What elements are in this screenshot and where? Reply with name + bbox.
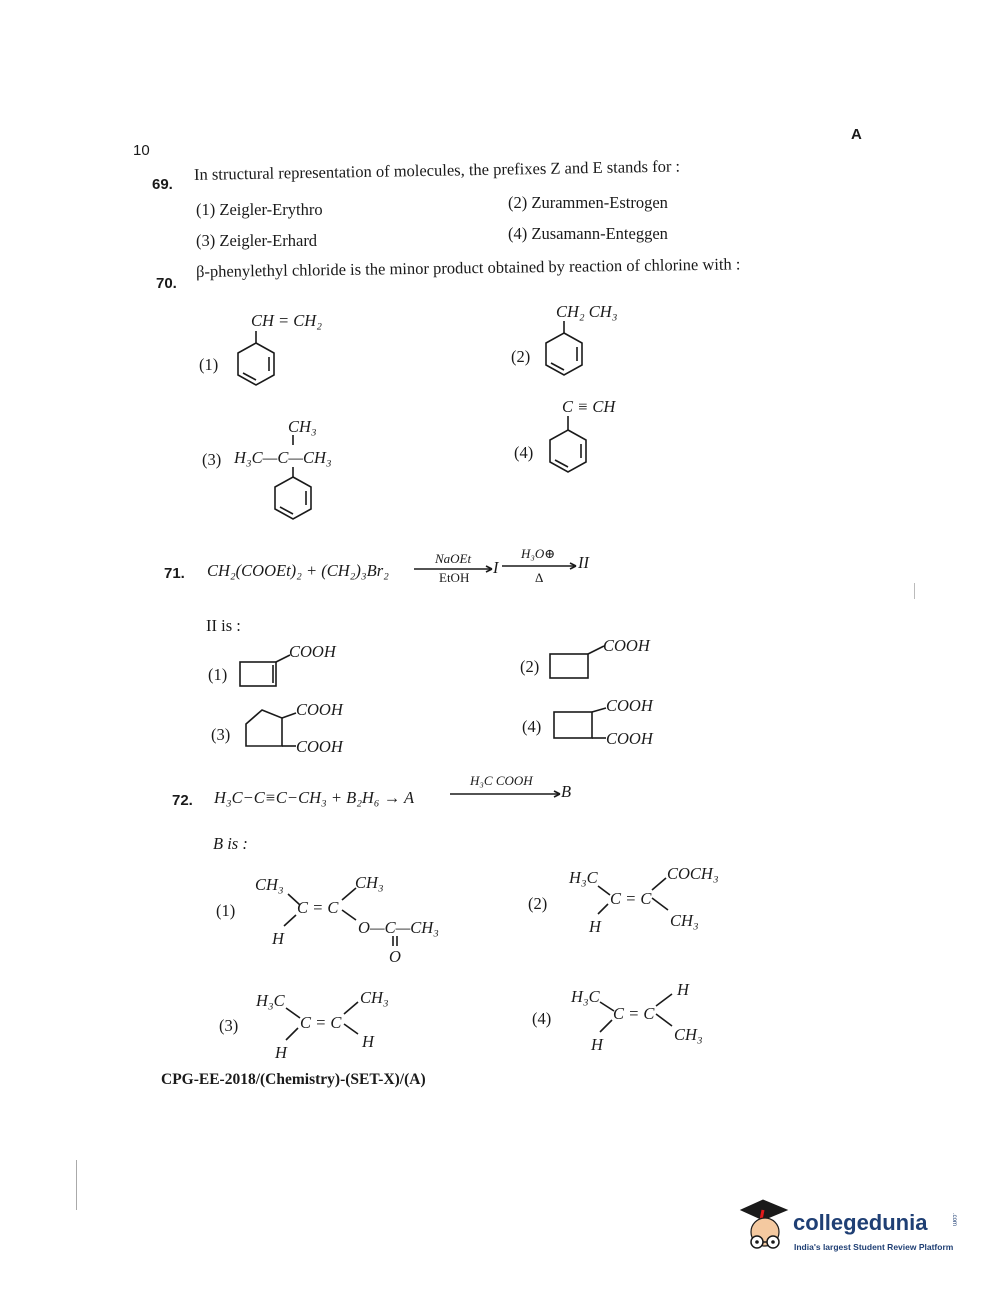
q72-opt3-bottom-left: H bbox=[275, 1043, 287, 1062]
q72-opt3-center: C = C bbox=[300, 1013, 342, 1032]
mascot-icon bbox=[737, 1196, 793, 1254]
cyclobutane-opt4 bbox=[554, 704, 610, 742]
q70-label-3: (3) bbox=[202, 450, 222, 469]
logo-tagline: India's largest Student Review Platform bbox=[794, 1242, 954, 1252]
q71-label-4: (4) bbox=[522, 717, 542, 736]
q72-subquestion: B is : bbox=[213, 834, 248, 853]
q71-opt3-group-2: COOH bbox=[296, 737, 343, 756]
q72-opt4-top-right: H bbox=[677, 980, 689, 999]
q70-label-1: (1) bbox=[199, 355, 219, 374]
q70-opt2-substituent: CH₂ CH₃ bbox=[556, 302, 618, 321]
q72-opt2-top-left: H₃C bbox=[569, 868, 598, 887]
q71-opt2-group: COOH bbox=[603, 636, 650, 655]
q72-opt1-ester: O—C—CH₃ bbox=[358, 918, 439, 937]
scan-margin-line bbox=[914, 583, 915, 599]
q72-opt4-bonds bbox=[586, 990, 686, 1042]
footer-code: CPG-EE-2018/(Chemistry)-(SET-X)/(A) bbox=[161, 1071, 426, 1088]
q70-opt1-substituent: CH = CH₂ bbox=[251, 311, 322, 330]
benzene-ring-opt2 bbox=[542, 321, 586, 379]
q72-reaction: H₃C−C≡C−CH₃ + B₂H₆ → A bbox=[214, 788, 415, 807]
q69-option-1: (1) Zeigler-Erythro bbox=[196, 200, 323, 219]
q71-number: 71. bbox=[164, 565, 185, 582]
page-number: 10 bbox=[133, 142, 150, 159]
scan-margin-line bbox=[76, 1160, 77, 1210]
q71-opt3-group-1: COOH bbox=[296, 700, 343, 719]
q72-opt2-bottom-left: H bbox=[589, 917, 601, 936]
q72-opt2-bonds bbox=[584, 874, 684, 924]
q72-number: 72. bbox=[172, 792, 193, 809]
q72-opt2-center: C = C bbox=[610, 889, 652, 908]
q71-opt4-group-1: COOH bbox=[606, 696, 653, 715]
q72-opt1-top-right: CH₃ bbox=[355, 873, 384, 892]
q70-opt3-main: H₃C—C—CH₃ bbox=[234, 448, 332, 467]
q72-opt1-bottom-left: H bbox=[272, 929, 284, 948]
cyclobutane-opt2 bbox=[550, 646, 606, 680]
q72-label-4: (4) bbox=[532, 1009, 552, 1028]
q72-opt1-bonds bbox=[270, 880, 410, 950]
q72-opt3-bottom-right: H bbox=[362, 1032, 374, 1051]
cyclopentane-opt3 bbox=[242, 707, 298, 749]
q71-reagent1-top: NaOEt bbox=[435, 551, 472, 566]
q70-label-4: (4) bbox=[514, 443, 534, 462]
q72-opt4-bottom-right: CH₃ bbox=[674, 1025, 703, 1044]
q72-opt4-center: C = C bbox=[613, 1004, 655, 1023]
q72-label-3: (3) bbox=[219, 1016, 239, 1035]
q71-label-1: (1) bbox=[208, 665, 228, 684]
q69-option-3: (3) Zeigler-Erhard bbox=[196, 231, 318, 250]
logo-suffix: .com bbox=[951, 1213, 957, 1227]
q72-opt2-top-right: COCH₃ bbox=[667, 864, 719, 883]
q70-text: β-phenylethyl chloride is the minor product obtained by reaction of chlorine with : bbox=[195, 254, 741, 281]
q72-opt2-bottom-right: CH₃ bbox=[670, 911, 699, 930]
q71-reagent2-top: H₃O⊕ bbox=[521, 546, 556, 561]
q72-opt3-top-right: CH₃ bbox=[360, 988, 389, 1007]
q71-opt4-group-2: COOH bbox=[606, 729, 653, 748]
q72-reagent: H₃C COOH bbox=[470, 773, 533, 788]
q71-opt1-group: COOH bbox=[289, 642, 336, 661]
q69-option-4: (4) Zusamann-Enteggen bbox=[508, 224, 668, 243]
q72-opt4-top-left: H₃C bbox=[571, 987, 600, 1006]
q70-opt4-substituent: C ≡ CH bbox=[562, 397, 616, 416]
q70-number: 70. bbox=[156, 275, 177, 292]
benzene-ring-opt3 bbox=[271, 435, 315, 523]
q71-product: II bbox=[578, 553, 589, 572]
q71-arrow-2 bbox=[502, 563, 580, 571]
q69-number: 69. bbox=[152, 176, 173, 193]
q72-opt1-center: C = C bbox=[297, 898, 339, 917]
q69-text: In structural representation of molecules, the prefixes Z and E stands for : bbox=[193, 156, 681, 184]
q70-opt3-top: CH₃ bbox=[288, 417, 317, 436]
q72-opt4-bottom-left: H bbox=[591, 1035, 603, 1054]
benzene-ring-opt1 bbox=[234, 331, 278, 387]
q71-arrow-1 bbox=[414, 566, 496, 574]
q72-label-1: (1) bbox=[216, 901, 236, 920]
q69-option-2: (2) Zurammen-Estrogen bbox=[508, 193, 668, 212]
cyclobutane-opt1 bbox=[240, 655, 292, 689]
set-letter: A bbox=[851, 126, 862, 143]
q71-intermediate: I bbox=[493, 558, 499, 577]
collegedunia-logo[interactable] bbox=[737, 1196, 967, 1256]
q72-opt3-top-left: H₃C bbox=[256, 991, 285, 1010]
q72-opt1-top-left: CH₃ bbox=[255, 875, 284, 894]
q72-opt3-bonds bbox=[272, 996, 372, 1050]
benzene-ring-opt4 bbox=[546, 416, 590, 476]
q71-subquestion: II is : bbox=[206, 616, 241, 635]
q72-opt1-carbonyl-o: O bbox=[389, 947, 401, 966]
q72-label-2: (2) bbox=[528, 894, 548, 913]
q71-reagent2-bottom: Δ bbox=[535, 570, 544, 585]
q72-product: B bbox=[561, 782, 572, 801]
q71-reactants: CH₂(COOEt)₂ + (CH₂)₃Br₂ bbox=[207, 561, 389, 580]
q70-label-2: (2) bbox=[511, 347, 531, 366]
q71-label-2: (2) bbox=[520, 657, 540, 676]
q71-reagent1-bottom: EtOH bbox=[439, 570, 470, 585]
q72-arrow bbox=[450, 791, 564, 799]
logo-wordmark: collegedunia bbox=[793, 1210, 928, 1235]
q71-label-3: (3) bbox=[211, 725, 231, 744]
